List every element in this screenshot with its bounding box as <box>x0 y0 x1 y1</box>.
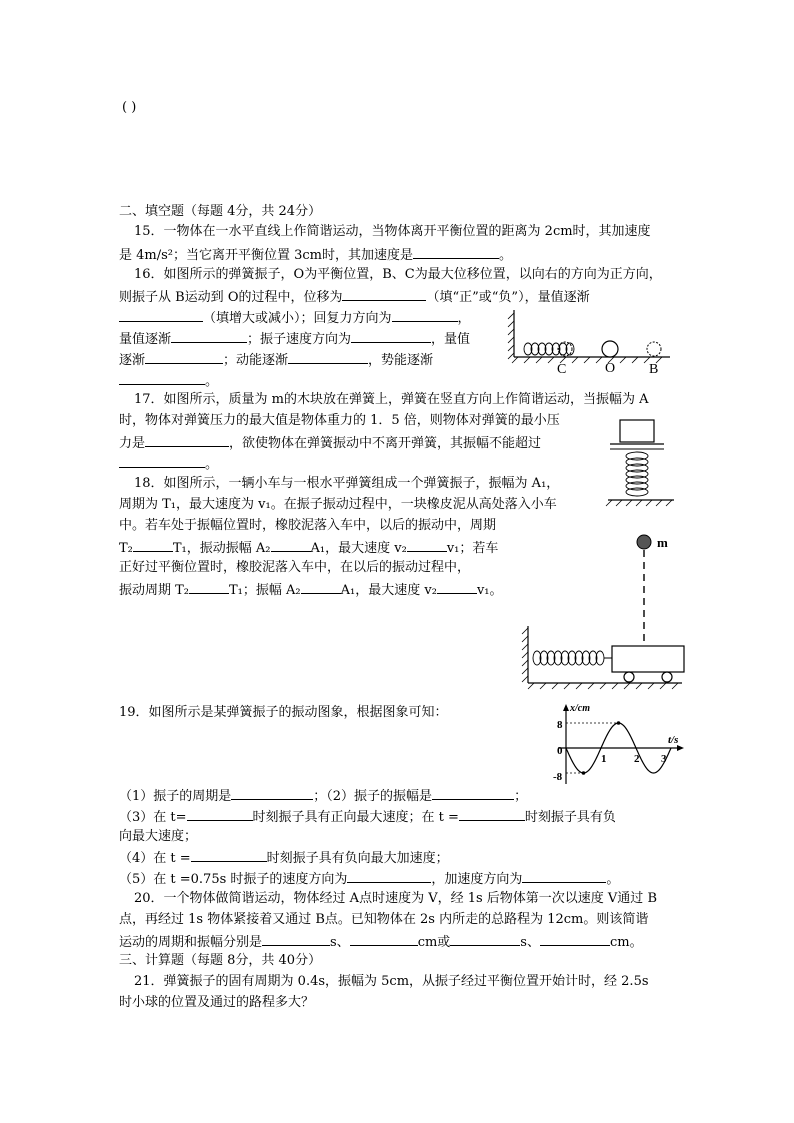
q19-xlabel: t/s <box>668 734 679 746</box>
q16-line4 <box>119 329 470 349</box>
q18-blank-a2-1[interactable] <box>271 538 311 552</box>
q18-text-h: v₁。 <box>476 583 503 598</box>
q20-text-b: s、 <box>330 935 350 950</box>
q18-blank-t2-1[interactable] <box>133 538 173 552</box>
q19-part4 <box>119 848 449 868</box>
q16-text-e: 量值逐渐 <box>119 332 172 347</box>
q16-line1: 16．如图所示的弹簧振子，O为平衡位置，B、C为最大位移位置，以向右的方向为正方向， <box>134 267 662 282</box>
q18-text-d: v₁；若车 <box>446 541 499 556</box>
q18-line1: 18．如图所示，一辆小车与一根水平弹簧组成一个弹簧振子，振幅为 A₁， <box>134 476 560 491</box>
q19-text-3b: 时刻振子具有正向最大速度；在 t = <box>252 810 459 825</box>
q20-blank-amplitude-2[interactable] <box>540 932 610 946</box>
q19-xtick-3: 3 <box>661 753 667 765</box>
q19-text-4a: （4）在 t = <box>119 851 191 866</box>
q16-text-k: 。 <box>205 374 219 389</box>
q16-blank-velocity-dir[interactable] <box>351 329 431 343</box>
q18-cart-figure <box>518 530 693 690</box>
q19-xtick-2: 2 <box>634 753 640 765</box>
q19-ytick-neg8: -8 <box>553 771 563 783</box>
q18-line6 <box>119 580 503 600</box>
q20-text-c: cm或 <box>417 935 451 950</box>
q19-text-5a: （5）在 t =0.75s 时振子的速度方向为 <box>119 872 348 887</box>
q19-part3-cont: 向最大速度； <box>119 829 198 844</box>
q16-blank-velocity-mag[interactable] <box>145 350 223 364</box>
q21-line2: 时小球的位置及通过的路程多大？ <box>119 995 315 1010</box>
q16-text-j: ，势能逐渐 <box>368 353 434 368</box>
q20-blank-amplitude-1[interactable] <box>350 932 418 946</box>
q15-text-a: 是 4m/s²；当它离开平衡位置 3cm时，其加速度是 <box>119 248 414 263</box>
q16-text-b: （填“正”或“负”），量值逐渐 <box>426 290 590 305</box>
q16-blank-force-dir[interactable] <box>392 308 458 322</box>
q19-blank-amplitude[interactable] <box>432 786 514 800</box>
q18-line4 <box>119 538 498 558</box>
answer-paren: ( ) <box>122 100 137 115</box>
q20-blank-period-2[interactable] <box>450 932 520 946</box>
q19-text-3a: （3）在 t= <box>119 810 187 825</box>
q19-part3 <box>119 807 616 827</box>
q19-trough-point <box>582 771 586 775</box>
q19-vibration-graph <box>548 702 688 787</box>
q19-blank-pos-vmax[interactable] <box>187 807 253 821</box>
q15-text-b: 。 <box>499 248 513 263</box>
q17-text-b: ，欲使物体在弹簧振动中不离开弹簧，其振幅不能超过 <box>229 436 542 451</box>
q19-text-3c: 时刻振子具有负 <box>524 810 616 825</box>
q19-text-5b: ，加速度方向为 <box>431 872 523 887</box>
q17-text-a: 力是 <box>119 436 146 451</box>
q19-ytick-8: 8 <box>557 719 563 731</box>
q16-blank-potential[interactable] <box>119 371 205 385</box>
q16-line6 <box>119 371 218 391</box>
q18-blank-v2-2[interactable] <box>437 580 477 594</box>
q16-text-i: ；动能逐渐 <box>223 353 289 368</box>
section3-heading: 三、计算题（每题 8分，共 40分） <box>119 953 322 968</box>
q18-line5: 正好过平衡位置时，橡胶泥落入车中，在以后的振动过程中， <box>119 560 471 575</box>
q17-line3 <box>119 433 541 453</box>
q17-line2: 时，物体对弹簧压力的最大值是物体重力的 1．5 倍，则物体对弹簧的最小压 <box>119 413 560 428</box>
q18-text-f: T₁；振幅 A₂ <box>229 583 301 598</box>
q17-text-c: 。 <box>205 457 219 472</box>
q18-text-e: 振动周期 T₂ <box>119 583 190 598</box>
q21-line1: 21．弹簧振子的固有周期为 0.4s，振幅为 5cm，从振子经过平衡位置开始计时，经 2.5s <box>134 974 649 989</box>
q16-blank-magnitude[interactable] <box>119 308 203 322</box>
q17-line4 <box>119 454 218 474</box>
q16-label-c: C <box>557 362 567 377</box>
q16-blank-kinetic[interactable] <box>288 350 368 364</box>
q17-line1: 17．如图所示，质量为 m的木块放在弹簧上，弹簧在竖直方向上作简谐运动，当振幅为 A <box>134 392 649 407</box>
q18-text-b: T₁，振动振幅 A₂ <box>172 541 271 556</box>
q18-text-c: A₁，最大速度 v₂ <box>310 541 407 556</box>
q16-line3 <box>119 308 471 328</box>
q19-peak-point <box>617 721 621 725</box>
q17-blank-max-amplitude[interactable] <box>119 454 205 468</box>
q19-text-4b: 时刻振子具有负向最大加速度； <box>266 851 449 866</box>
q19-blank-velocity-dir[interactable] <box>347 869 431 883</box>
q18-text-g: A₁，最大速度 v₂ <box>340 583 437 598</box>
q16-text-d: ， <box>457 311 471 326</box>
q16-blank-displacement[interactable] <box>342 287 426 301</box>
q16-line2 <box>119 287 590 307</box>
q18-mass-label: m <box>657 535 668 550</box>
q19-text-1a: （1）振子的周期是 <box>119 789 232 804</box>
q15-line2 <box>119 245 512 265</box>
q19-ylabel: x/cm <box>570 703 590 714</box>
q16-blank-force-mag[interactable] <box>171 329 247 343</box>
q20-text-d: s、 <box>520 935 540 950</box>
q16-text-a: 则振子从 B运动到 O的过程中，位移为 <box>119 290 343 305</box>
q16-spring-figure <box>506 305 676 377</box>
q16-text-g: ，量值 <box>431 332 471 347</box>
q17-block-spring-figure <box>600 418 680 513</box>
q15-blank[interactable] <box>413 245 499 259</box>
q18-blank-t2-2[interactable] <box>189 580 229 594</box>
q18-text-a: T₂ <box>119 541 133 556</box>
q19-stem: 19．如图所示是某弹簧振子的振动图象，根据图象可知： <box>119 705 448 720</box>
q18-blank-v2-1[interactable] <box>407 538 447 552</box>
q18-blank-a2-2[interactable] <box>301 580 341 594</box>
q20-line3 <box>119 932 643 952</box>
q19-ytick-0: 0 <box>557 745 563 757</box>
q18-line3: 中。若车处于振幅位置时，橡胶泥落入车中，以后的振动中，周期 <box>119 518 497 533</box>
q19-blank-period[interactable] <box>231 786 313 800</box>
q19-xtick-1: 1 <box>601 753 607 765</box>
q20-line2: 点，再经过 1s 物体紧接着又通过 B点。已知物体在 2s 内所走的总路程为 12cm。则该简谐 <box>119 912 649 927</box>
q20-text-e: cm。 <box>609 935 643 950</box>
q16-label-o: O <box>605 361 616 376</box>
q20-line1: 20．一个物体做简谐运动，物体经过 A点时速度为 V，经 1s 后物体第一次以速度 V通过 B <box>134 891 657 906</box>
q17-blank-min-force[interactable] <box>145 433 229 447</box>
section2-heading: 二、填空题（每题 4分，共 24分） <box>119 204 322 219</box>
q16-label-b: B <box>649 362 659 377</box>
q19-text-1c: ； <box>514 789 528 804</box>
q18-line2: 周期为 T₁，最大速度为 v₁。在振子振动过程中，一块橡皮泥从高处落入小车 <box>119 497 557 512</box>
q16-text-c: （填增大或减小）；回复力方向为 <box>203 311 392 326</box>
q15-line1: 15．一物体在一水平直线上作简谐运动，当物体离开平衡位置的距离为 2cm时，其加速度 <box>134 224 651 239</box>
q19-text-5c: 。 <box>606 872 620 887</box>
q19-blank-neg-vmax[interactable] <box>459 807 525 821</box>
q19-part5 <box>119 869 619 889</box>
q19-blank-accel-dir[interactable] <box>522 869 606 883</box>
q20-text-a: 运动的周期和振幅分别是 <box>119 935 263 950</box>
q16-text-f: ；振子速度方向为 <box>247 332 352 347</box>
q16-line5 <box>119 350 433 370</box>
q20-blank-period-1[interactable] <box>262 932 330 946</box>
q19-part1 <box>119 786 527 806</box>
q16-text-h: 逐渐 <box>119 353 146 368</box>
q19-text-1b: ；（2）振子的振幅是 <box>313 789 433 804</box>
q19-blank-neg-amax[interactable] <box>191 848 267 862</box>
